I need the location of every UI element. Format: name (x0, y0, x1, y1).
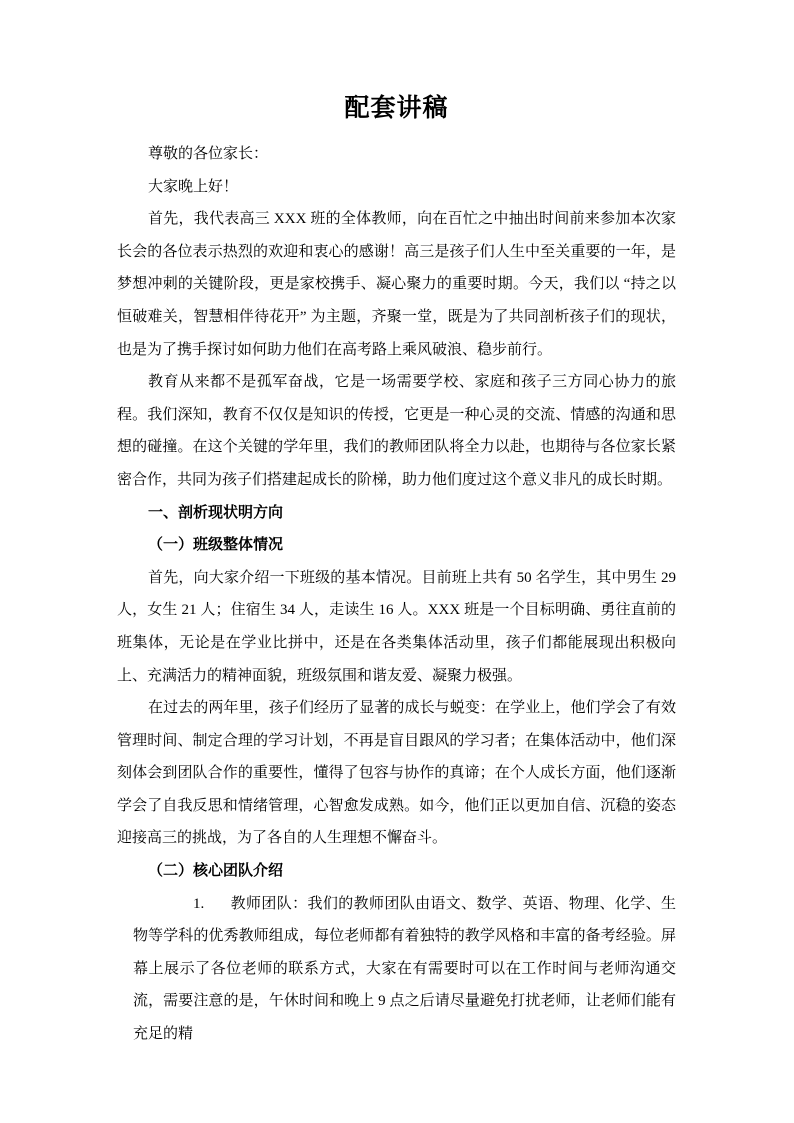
list-item-number: 1. (193, 895, 205, 912)
document-title: 配套讲稿 (344, 95, 449, 122)
greeting-line: 大家晚上好！ (148, 178, 239, 195)
paragraph-introduction: 首先，我代表高三 XXX 班的全体教师，向在百忙之中抽出时间前来参加本次家长会的各位表示热烈的欢迎和衷心的感谢！高三是孩子们人生中至关重要的一年，是梦想冲刺的关键阶段，更是家校携手、凝心聚力的重要时期。今天，我们以 “持之以恒破难关，智慧相伴待花开” 为主题，齐聚一堂，既是为了共同剖析孩子们的现状，也是为了携手探讨如何助力他们在高考路上乘风破浪、稳步前行。 (117, 211, 676, 358)
paragraph-class-overview: 首先，向大家介绍一下班级的基本情况。目前班上共有 50 名学生，其中男生 29 人，女生 21 人；住宿生 34 人，走读生 16 人。XXX 班是一个目标明确、勇往直前的班集体，无论是在学业比拼中，还是在各类集体活动里，孩子们都能展现出积极向上、充满活力的精神面貌，班级氛围和谐友爱、凝聚力极强。 (117, 569, 676, 684)
subsection-heading-core-team: （二）核心团队介绍 (148, 863, 284, 880)
list-item-text: 教师团队：我们的教师团队由语文、数学、英语、物理、化学、生物等学科的优秀教师组成，每位老师都有着独特的教学风格和丰富的备考经验。屏幕上展示了各位老师的联系方式，大家在有需要时可以在工作时间与老师沟通交流，需要注意的是，午休时间和晚上 9 点之后请尽量避免打扰老师，让老师们能有充足的精 (133, 895, 676, 1043)
subsection-heading-class-overview: （一）班级整体情况 (148, 537, 284, 554)
list-item-teacher-team (133, 888, 676, 1051)
section-heading-analyze-status: 一、剖析现状明方向 (148, 504, 284, 521)
paragraph-student-growth: 在过去的两年里，孩子们经历了显著的成长与蜕变：在学业上，他们学会了有效管理时间、制定合理的学习计划，不再是盲目跟风的学习者；在集体活动中，他们深刻体会到团队合作的重要性，懂得了包容与协作的真谛；在个人成长方面，他们逐渐学会了自我反思和情绪管理，心智愈发成熟。如今，他们正以更加自信、沉稳的姿态迎接高三的挑战，为了各自的人生理想不懈奋斗。 (117, 700, 676, 847)
salutation-line: 尊敬的各位家长： (148, 146, 269, 162)
paragraph-education-philosophy: 教育从来都不是孤军奋战，它是一场需要学校、家庭和孩子三方同心协力的旅程。我们深知，教育不仅仅是知识的传授，它更是一种心灵的交流、情感的沟通和思想的碰撞。在这个关键的学年里，我们的教师团队将全力以赴，也期待与各位家长紧密合作，共同为孩子们搭建起成长的阶梯，助力他们度过这个意义非凡的成长时期。 (117, 374, 676, 488)
